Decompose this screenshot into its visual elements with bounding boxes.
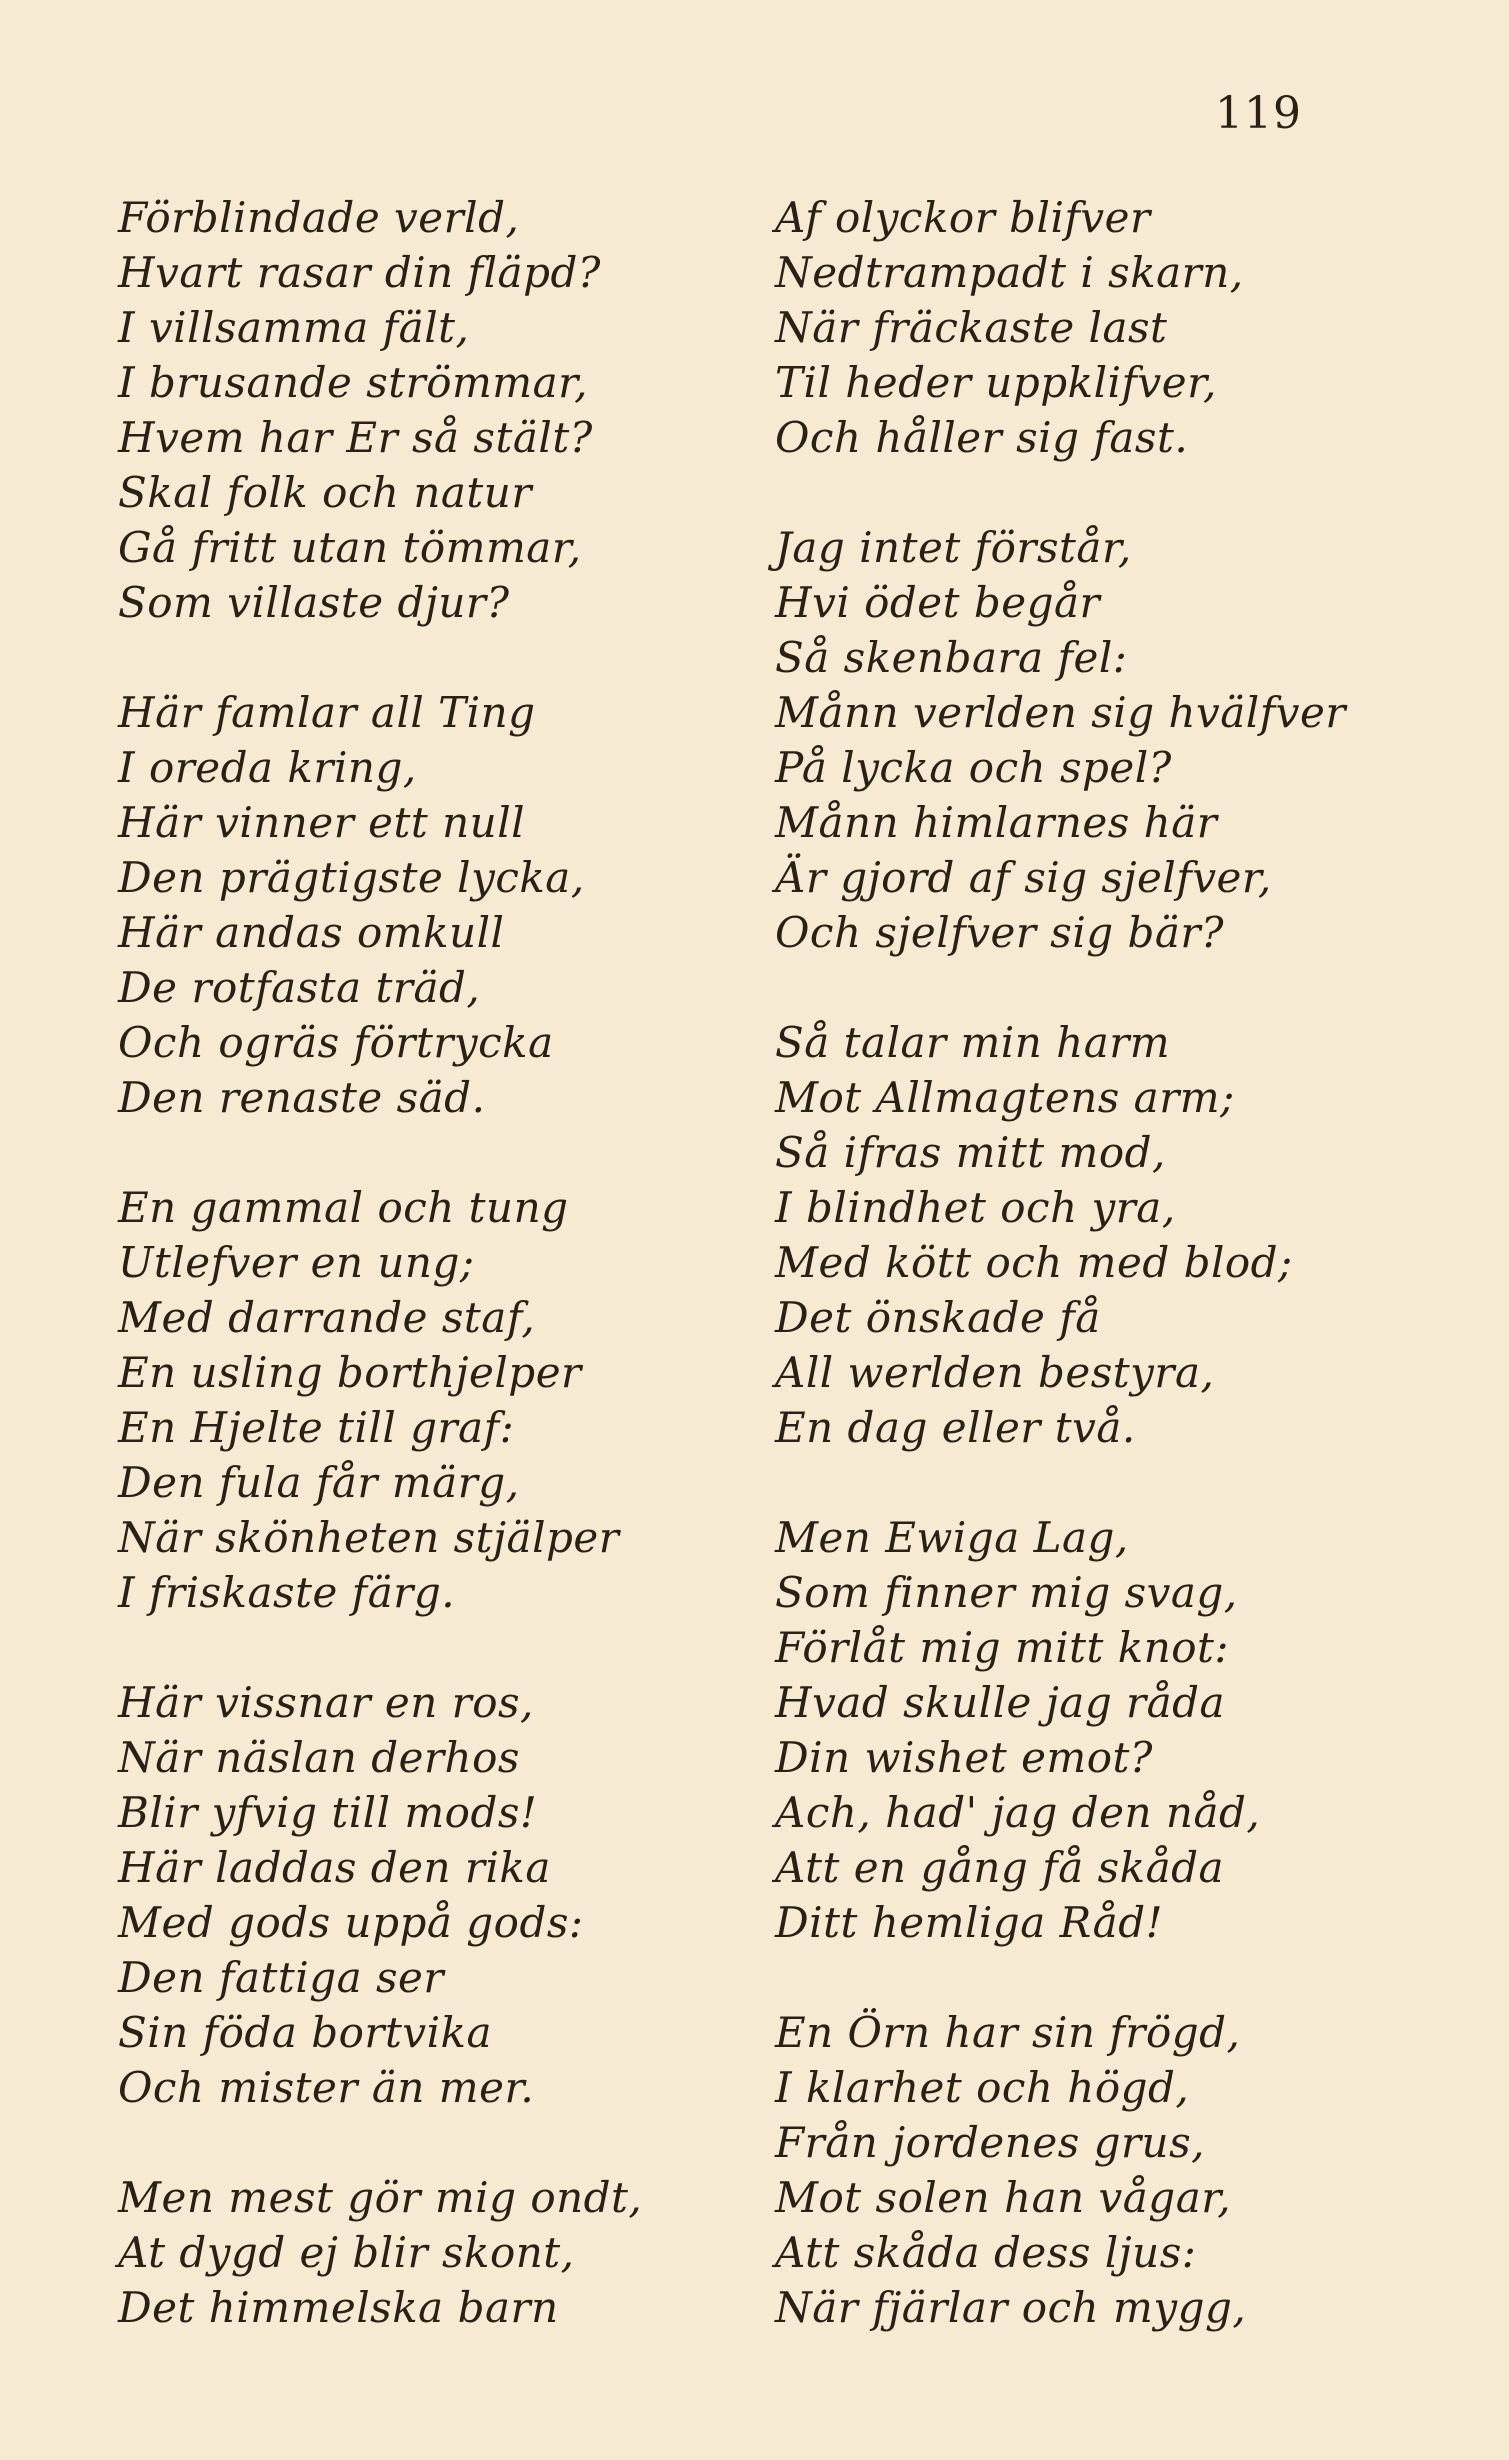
poem-line: I friskaste färg. [118, 1568, 456, 1617]
poem-line: Sin föda bortvika [118, 2008, 492, 2057]
poem-line: Hvad skulle jag råda [775, 1678, 1226, 1727]
stanza [118, 2170, 758, 2335]
stanza [775, 520, 1415, 960]
poem-line: Och håller sig fast. [775, 413, 1189, 462]
poem-line: En gammal och tung [118, 1183, 569, 1232]
poem-line: När fjärlar och mygg, [775, 2283, 1247, 2332]
poem-line: Men Ewiga Lag, [775, 1513, 1129, 1562]
poem-line: Förblindade verld, [118, 193, 520, 242]
stanza [775, 1510, 1415, 1950]
poem-line: Och ogräs förtrycka [118, 1018, 554, 1067]
poem-line: Den fula får märg, [118, 1458, 520, 1507]
poem-line: En usling borthjelper [118, 1348, 582, 1397]
poem-line: Blir yfvig till mods! [118, 1788, 538, 1837]
poem-line: Mot solen han vågar, [775, 2173, 1232, 2222]
poem-line: Det himmelska barn [118, 2283, 559, 2332]
poem-line: Hvi ödet begår [775, 578, 1101, 627]
poem-line: Här laddas den rika [118, 1843, 551, 1892]
poem-line: På lycka och spel? [775, 743, 1172, 792]
poem-line: När skönheten stjälper [118, 1513, 620, 1562]
poem-line: Med darrande staf, [118, 1293, 536, 1342]
poem-line: Så talar min harm [775, 1018, 1171, 1067]
poem-line: Här vinner ett null [118, 798, 526, 847]
poem-line: När fräckaste last [775, 303, 1168, 352]
stanza [775, 1015, 1415, 1455]
poem-line: Af olyckor blifver [775, 193, 1151, 242]
poem-line: Det önskade få [775, 1293, 1101, 1342]
poem-line: At dygd ej blir skont, [118, 2228, 575, 2277]
poem-line: De rotfasta träd, [118, 963, 481, 1012]
poem-line: I klarhet och högd, [775, 2063, 1190, 2112]
poem-line: Så ifras mitt mod, [775, 1128, 1166, 1177]
poem-line: Som villaste djur? [118, 578, 510, 627]
poem-line: Utlefver en ung; [118, 1238, 475, 1287]
poem-line: Och sjelfver sig bär? [775, 908, 1225, 957]
poem-line: Här andas omkull [118, 908, 505, 957]
poem-line: Jag intet förstår, [775, 523, 1132, 572]
stanza [118, 1675, 758, 2115]
poem-line: Til heder uppklifver, [775, 358, 1217, 407]
right-poem-column [775, 190, 1415, 2335]
poem-line: En Örn har sin frögd, [775, 2008, 1241, 2057]
poem-line: När näslan derhos [118, 1733, 520, 1782]
poem-line: I oreda kring, [118, 743, 417, 792]
poem-line: Ach, had' jag den nåd, [775, 1788, 1261, 1837]
poem-line: Är gjord af sig sjelfver, [775, 853, 1272, 902]
poem-line: Hvem har Er så stält? [118, 413, 593, 462]
poem-line: Med kött och med blod; [775, 1238, 1293, 1287]
poem-line: En dag eller två. [775, 1403, 1136, 1452]
poem-line: Från jordenes grus, [775, 2118, 1206, 2167]
poem-line: All werlden bestyra, [775, 1348, 1215, 1397]
poem-line: Den renaste säd. [118, 1073, 486, 1122]
poem-line: I brusande strömmar, [118, 358, 588, 407]
poem-line: Så skenbara fel: [775, 633, 1128, 682]
poem-line: Men mest gör mig ondt, [118, 2173, 643, 2222]
stanza [118, 1180, 758, 1620]
poem-line: Ditt hemliga Råd! [775, 1898, 1163, 1947]
poem-line: Månn himlarnes här [775, 798, 1218, 847]
poem-line: Här vissnar en ros, [118, 1678, 534, 1727]
poem-line: Den fattiga ser [118, 1953, 444, 2002]
stanza [775, 190, 1415, 465]
stanza [118, 190, 758, 630]
poem-line: Och mister än mer. [118, 2063, 535, 2112]
stanza [775, 2005, 1415, 2335]
poem-line: Gå fritt utan tömmar, [118, 523, 582, 572]
poem-line: Månn verlden sig hvälfver [775, 688, 1346, 737]
poem-line: Mot Allmagtens arm; [775, 1073, 1235, 1122]
poem-line: Som finner mig svag, [775, 1568, 1238, 1617]
stanza [118, 685, 758, 1125]
poem-line: En Hjelte till graf: [118, 1403, 515, 1452]
poem-line: Den prägtigste lycka, [118, 853, 585, 902]
poem-line: Förlåt mig mitt knot: [775, 1623, 1230, 1672]
left-poem-column [118, 190, 758, 2335]
poem-line: Nedtrampadt i skarn, [775, 248, 1244, 297]
poem-line: Här famlar all Ting [118, 688, 536, 737]
poem-line: Med gods uppå gods: [118, 1898, 584, 1947]
poem-line: Skal folk och natur [118, 468, 532, 517]
poem-line: Hvart rasar din fläрd? [118, 248, 601, 297]
poem-line: Din wishet emot? [775, 1733, 1153, 1782]
poem-line: I blindhet och yra, [775, 1183, 1176, 1232]
poem-line: Att en gång få skåda [775, 1843, 1225, 1892]
poem-line: Att skåda dess ljus: [775, 2228, 1197, 2277]
poem-line: I villsamma fält, [118, 303, 470, 352]
page-number: 119 [1215, 88, 1302, 139]
